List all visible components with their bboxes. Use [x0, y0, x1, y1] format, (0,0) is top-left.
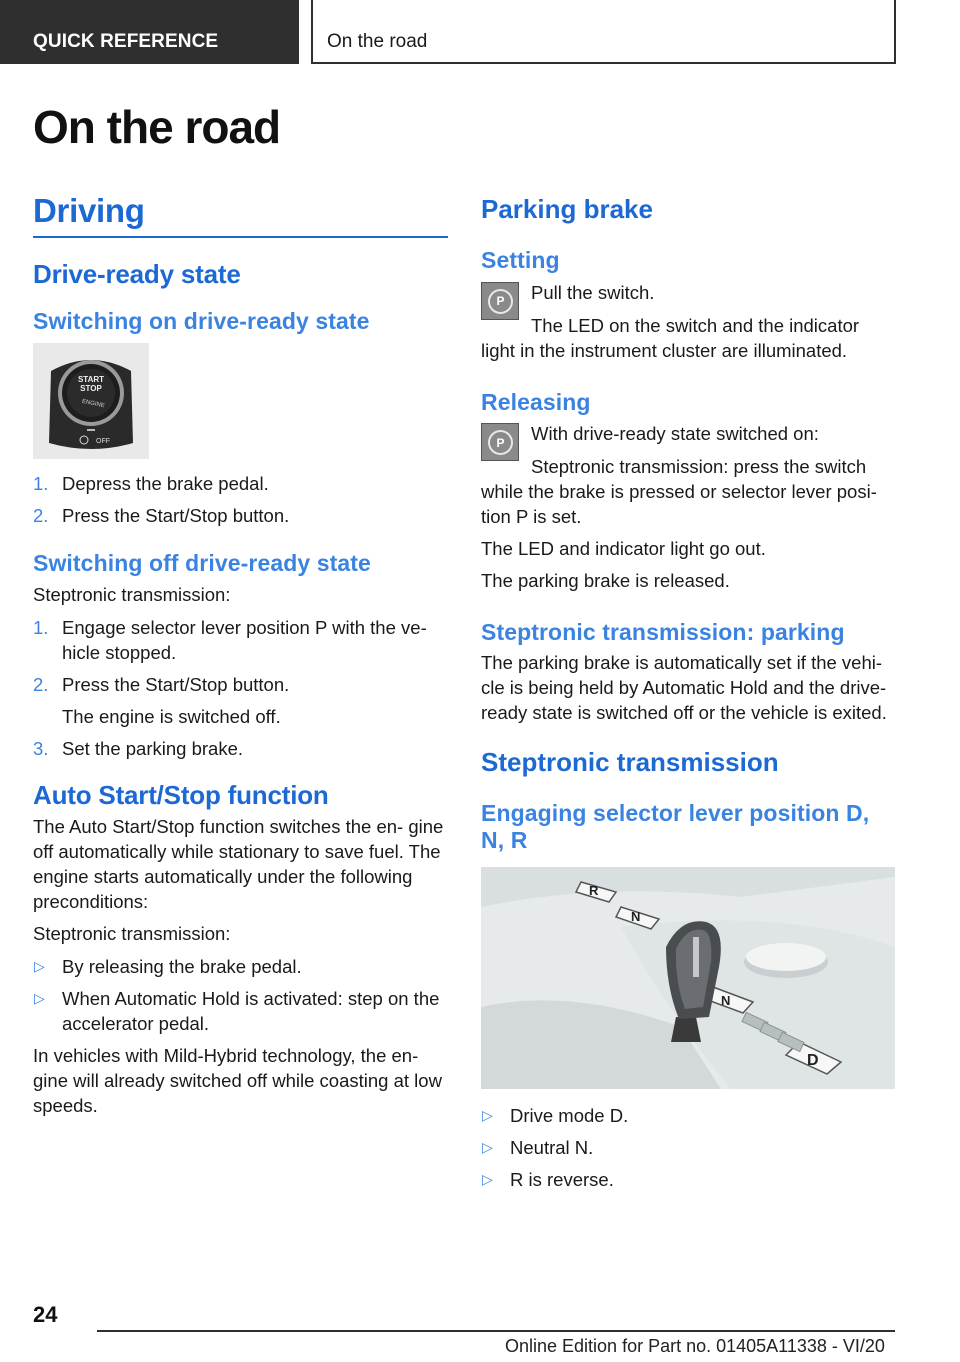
heading-parking-brake: Parking brake [481, 194, 653, 224]
heading-steptronic-transmission: Steptronic transmission [481, 746, 779, 777]
selector-lever-illustration [481, 867, 895, 1089]
list-item [33, 615, 448, 665]
stop-label: STOP [80, 384, 102, 394]
bullet-text: Neutral N. [510, 1136, 594, 1158]
footer-edition: Online Edition for Part no. 01405A11338 - VI/20 [505, 1336, 885, 1356]
header-chapter-tab: On the road [311, 0, 896, 64]
start-stop-button-image [33, 343, 149, 459]
releasing-line1: With drive-ready state switched on: [531, 423, 819, 445]
list-item [481, 1167, 895, 1192]
releasing-para2: The LED and indicator light go out. [481, 538, 766, 560]
list-item [33, 672, 448, 729]
start-label: START [77, 375, 105, 385]
selector-position-bullets [481, 1103, 895, 1192]
bullet-triangle-icon: ▷ [482, 1170, 493, 1187]
bullet-text: R is reverse. [510, 1168, 614, 1190]
selector-d-label: D [807, 1051, 819, 1069]
step-text: Engage selector lever position P with the ve‐ hicle stopped. [62, 617, 427, 664]
parking-brake-switch-icon [481, 282, 519, 320]
selector-n-label-upper: N [631, 908, 641, 924]
step-text: Press the Start/Stop button. [62, 505, 290, 527]
step-note: The engine is switched off. [62, 706, 281, 728]
list-item [33, 503, 448, 528]
heading-steptronic-parking: Steptronic transmission: parking [481, 619, 845, 646]
heading-auto-start-stop: Auto Start/Stop function [33, 780, 329, 811]
heading-switching-off: Switching off drive-ready state [33, 550, 371, 577]
parking-brake-p-symbol: P [488, 289, 513, 314]
list-item [33, 471, 448, 496]
auto-start-para2: Steptronic transmission: [33, 922, 231, 944]
left-column [33, 190, 448, 1118]
setting-line1: Pull the switch. [531, 281, 655, 303]
setting-block [481, 280, 895, 363]
page-title: On the road [33, 101, 281, 153]
step-text: Press the Start/Stop button. [62, 674, 290, 696]
step-number: 2. [33, 674, 49, 696]
list-item [33, 986, 448, 1036]
bullet-triangle-icon: ▷ [482, 1138, 493, 1155]
step-number: 2. [33, 505, 49, 527]
releasing-line2: Steptronic transmission: press the switch [531, 456, 867, 478]
auto-start-bullets [33, 954, 448, 1036]
list-item [33, 736, 448, 761]
auto-start-para3: In vehicles with Mild-Hybrid technology, the en‐ gine will already switched off while coasting at low speeds. [33, 1044, 442, 1116]
heading-switching-on: Switching on drive-ready state [33, 307, 370, 334]
heading-drive-ready-state: Drive-ready state [33, 259, 241, 289]
auto-start-para1: The Auto Start/Stop function switches the en‐ gine off automatically while stationary to save fuel. The engine starts automatically under the following preconditions: [33, 815, 444, 912]
bullet-triangle-icon: ▷ [482, 1106, 493, 1123]
start-stop-button-illustration [33, 343, 149, 459]
bullet-triangle-icon: ▷ [34, 989, 45, 1006]
selector-n-label-lower: N [721, 992, 731, 1008]
releasing-block [481, 421, 895, 593]
bullet-text: When Automatic Hold is activated: step on the accelerator pedal. [62, 987, 440, 1034]
setting-line2: The LED on the switch and the indicator [531, 314, 860, 336]
heading-driving: Driving [33, 190, 448, 238]
switch-off-intro: Steptronic transmission: [33, 584, 231, 606]
heading-setting: Setting [481, 247, 560, 273]
step-text: Depress the brake pedal. [62, 473, 269, 495]
list-item [481, 1103, 895, 1128]
releasing-para3: The parking brake is released. [481, 570, 730, 592]
step-text: Set the parking brake. [62, 738, 243, 760]
parking-brake-switch-icon [481, 423, 519, 461]
step-number: 1. [33, 617, 49, 639]
steptronic-parking-para: The parking brake is automatically set if the vehi‐ cle is being held by Automatic Hold and the drive-ready state is switched off or the vehicle is exited. [481, 651, 887, 723]
bullet-triangle-icon: ▷ [34, 957, 45, 974]
switch-off-steps [33, 615, 448, 761]
bullet-text: By releasing the brake pedal. [62, 955, 302, 977]
releasing-line3: while the brake is pressed or selector lever posi‐ tion P is set. [481, 481, 877, 528]
right-column [481, 190, 895, 1192]
off-label: OFF [96, 438, 110, 446]
selector-lever-image [481, 867, 895, 1089]
heading-releasing: Releasing [481, 388, 591, 415]
engine-label: ENGINE [81, 399, 106, 410]
setting-line3: light in the instrument cluster are illuminated. [481, 339, 848, 361]
page-number: 24 [33, 1302, 58, 1327]
switch-on-steps [33, 471, 448, 528]
footer-divider [97, 1330, 895, 1332]
step-number: 3. [33, 738, 49, 760]
heading-engaging-selector: Engaging selector lever position D, N, R [481, 799, 870, 854]
selector-r-label: R [589, 882, 599, 898]
bullet-text: Drive mode D. [510, 1104, 629, 1126]
list-item [481, 1135, 895, 1160]
step-number: 1. [33, 473, 49, 495]
list-item [33, 954, 448, 979]
parking-brake-p-symbol: P [488, 430, 513, 455]
header-section-tab: QUICK REFERENCE [0, 0, 299, 64]
